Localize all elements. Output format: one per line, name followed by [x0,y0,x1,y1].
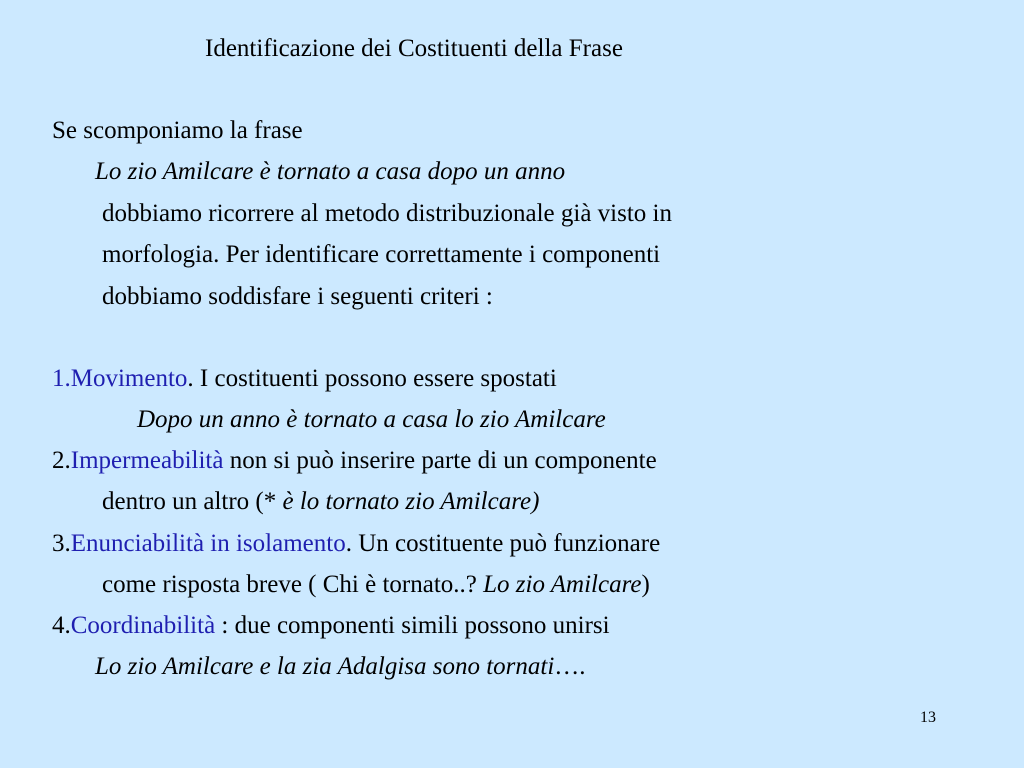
criterion-2-continuation [102,487,539,517]
criterion-3 [52,529,660,559]
intro-line: Se scomponiamo la frase [52,117,303,144]
criterion-1-number: 1. [52,365,71,392]
criterion-2-name: Impermeabilità [70,447,224,474]
criterion-4-ellipsis: …. [554,653,586,680]
criterion-1-example: Dopo un anno è tornato a casa lo zio Amilcare [137,406,606,433]
criterion-4-number: 4. [52,612,71,639]
page-number: 13 [920,709,936,726]
criterion-4-example-line [95,652,586,682]
criterion-3-close: ) [641,571,650,598]
criterion-4 [52,611,610,641]
criterion-3-example: Lo zio Amilcare [483,571,642,598]
criterion-1 [52,364,557,394]
criterion-2-example: è lo tornato zio Amilcare) [282,488,540,515]
criterion-2 [52,446,657,476]
slide-title: Identificazione dei Costituenti della Frase [205,35,623,62]
criterion-2-desc: non si può inserire parte di un componente [223,447,657,474]
criterion-1-name: Movimento [70,365,188,392]
criterion-2-number: 2. [52,447,71,474]
criterion-3-number: 3. [52,530,71,557]
criterion-3-continuation [102,570,650,600]
intro-example: Lo zio Amilcare è tornato a casa dopo un anno [95,158,566,185]
intro-text-line-2: morfologia. Per identificare correttamente i componenti [102,241,661,268]
intro-text-line-3: dobbiamo soddisfare i seguenti criteri : [102,283,493,310]
criterion-3-desc: . Un costituente può funzionare [345,530,661,557]
criterion-4-example: Lo zio Amilcare e la zia Adalgisa sono tornati [95,653,555,680]
criterion-3-name: Enunciabilità in isolamento [70,530,346,557]
criterion-2-desc2: dentro un altro (* [102,488,283,515]
intro-text-line-1: dobbiamo ricorrere al metodo distribuzionale già visto in [102,200,672,227]
criterion-4-name: Coordinabilità [70,612,216,639]
criterion-3-desc2: come risposta breve ( Chi è tornato..? [102,571,484,598]
criterion-4-desc: : due componenti simili possono unirsi [215,612,610,639]
criterion-1-desc: . I costituenti possono essere spostati [187,365,557,392]
